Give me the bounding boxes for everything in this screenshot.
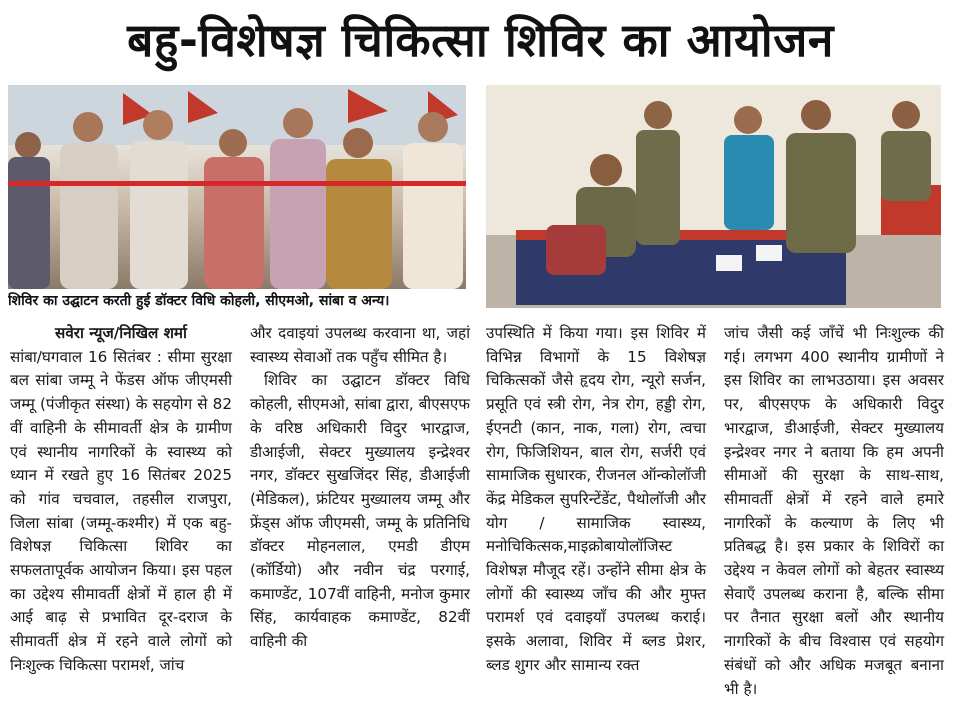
inauguration-photo — [8, 85, 466, 289]
article-column-3 — [486, 322, 706, 678]
article-column-1 — [10, 322, 232, 678]
column-3-text: उपस्थिति में किया गया। इस शिविर में विभिन्न विभागों के 15 विशेषज्ञ चिकित्सकों जैसे हृदय रोग, न्यूरो सर्जन, प्रसूति एवं स्त्री रोग, नेत्र रोग, हड्डी रोग, ईएनटी (कान, नाक, गला) रोग, त्वचा रोग, फिजिशियन, बाल रोग, सर्जरी एवं सामाजिक सुधारक, रीजनल ऑन्कोलॉजी केंद्र मेडिकल सुपरिन्टेंडेंट, पैथोलॉजी और योग / सामाजिक स्वास्थ्य, मनोचिकित्सक,माइक्रोबायोलॉजिस्ट विशेषज्ञ मौजूद रहें। उन्होंने सीमा क्षेत्र के लोगों की स्वास्थ्य जाँच की और मुफ्त परामर्श एवं दवाइयाँ उपलब्ध कराई। इसके अलावा, शिविर में ब्लड प्रेशर, ब्लड शुगर और सामान्य रक्त — [486, 324, 707, 674]
inauguration-illustration — [8, 85, 466, 289]
article-column-4 — [724, 322, 944, 701]
column-2-paragraph-1: और दवाइयां उपलब्ध करवाना था, जहां स्वास्थ्य सेवाओं तक पहुँच सीमित है। — [250, 324, 470, 366]
medical-camp-illustration — [486, 85, 941, 308]
column-4-text: जांच जैसी कई जाँचें भी निःशुल्क की गई। लगभग 400 स्थानीय ग्रामीणों ने इस शिविर का लाभउठाया। इस अवसर पर, बीएसएफ के अधिकारी विदुर भारद्वाज, डीआईजी, सेक्टर मुख्यालय इन्द्रेश्वर नगर ने बताया कि हम अपनी सीमाओं की सुरक्षा के साथ-साथ, सीमावर्ती क्षेत्रों में रहने वाले हमारे नागरिकों के कल्याण के लिए भी प्रतिबद्ध है। इस प्रकार के शिविरों का उद्देश्य न केवल लोगों को बेहतर स्वास्थ्य सेवाएँ उपलब्ध कराना है, बल्कि सीमा पर तैनात सुरक्षा बलों और स्थानीय नागरिकों के बीच विश्वास एवं सहयोग संबंधों को और अधिक मजबूत बनाना भी है। — [724, 324, 944, 698]
headline: बहु-विशेषज्ञ चिकित्सा शिविर का आयोजन — [127, 13, 834, 67]
column-2-paragraph-2: शिविर का उद्घाटन डॉक्टर विधि कोहली, सीएमओ, सांबा द्वारा, बीएसएफ के वरिष्ठ अधिकारी विदुर भारद्वाज, डीआईजी, सेक्टर मुख्यालय इन्द्रेश्वर नगर, डॉक्टर सुखजिंदर सिंह, डीआईजी (मेडिकल), फ्रंटियर मुख्यालय जम्मू और फ्रेंड्स ऑफ जीएमसी, जम्मू के प्रतिनिधि डॉक्टर मोहनलाल, एमडी डीएम (कॉर्डियो) और नवीन चंद्र परगाई, कमाण्डेंट, 107वीं वाहिनी, मनोज कुमार सिंह, कार्यवाहक कमाण्डेंट, 82वीं वाहिनी की — [250, 371, 470, 651]
column-1-text: सांबा/घगवाल 16 सितंबर : सीमा सुरक्षा बल सांबा जम्मू ने फेंडस ऑफ जीएमसी जम्मू (पंजीकृत संस्था) के सहयोग से 82 वीं वाहिनी के सीमावर्ती क्षेत्र के ग्रामीण एवं स्थानीय नागरिकों के स्वास्थ्य को ध्यान में रखते हुए 16 सितंबर 2025 को गांव चचवाल, तहसील राजपुरा, जिला सांबा (जम्मू-कश्मीर) में एक बहु-विशेषज्ञ चिकित्सा शिविर का सफलतापूर्वक आयोजन किया। इस पहल का उद्देश्य सीमावर्ती क्षेत्रों में हाल ही में आई बाढ़ से प्रभावित दूर-दराज के सीमावर्ती क्षेत्र में रहने वाले लोगों को निःशुल्क चिकित्सा परामर्श, जांच — [10, 347, 232, 674]
photo-caption: शिविर का उद्घाटन करती हुई डॉक्टर विधि कोहली, सीएमओ, सांबा व अन्य। — [8, 293, 390, 309]
article-column-2 — [250, 322, 470, 654]
byline: सवेरा न्यूज/निखिल शर्मा — [55, 324, 187, 342]
medical-camp-photo — [486, 85, 941, 308]
